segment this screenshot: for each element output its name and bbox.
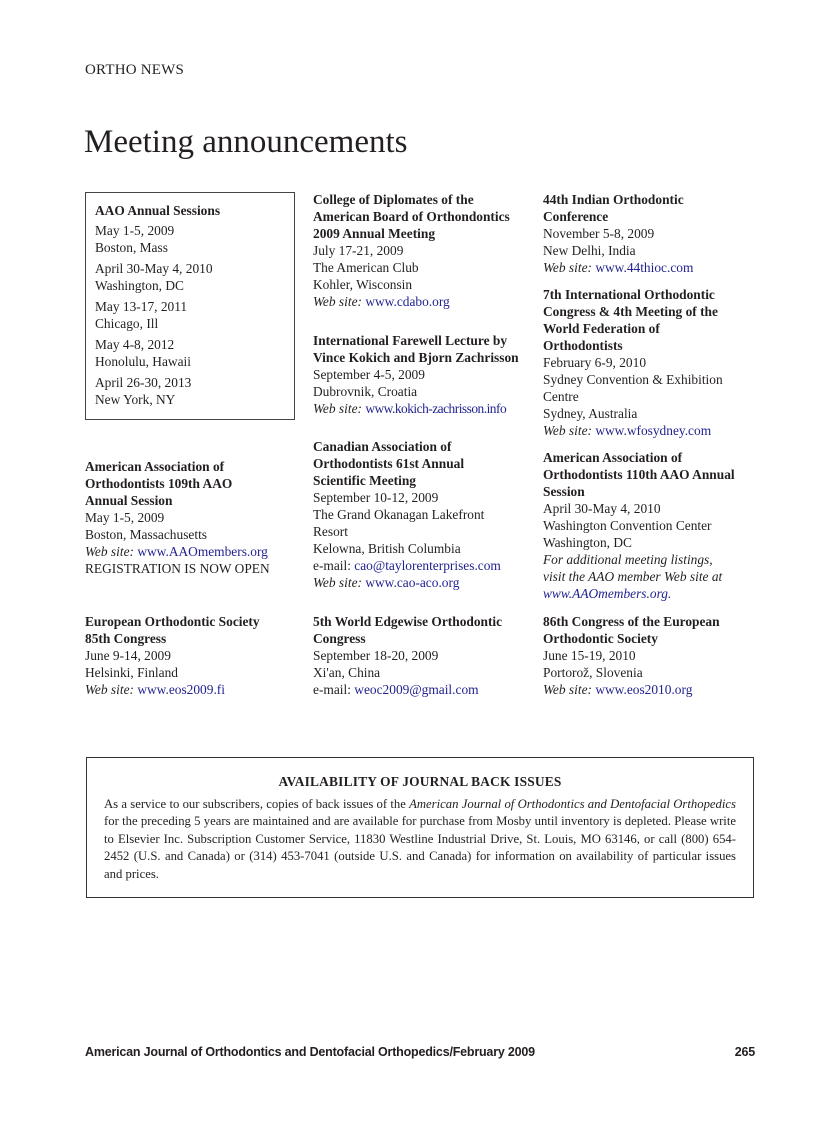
email-link[interactable]: weoc2009@gmail.com xyxy=(354,682,479,697)
meeting-title: World Federation of xyxy=(543,321,660,336)
meeting-location: Washington, DC xyxy=(543,535,632,550)
session-place: New York, NY xyxy=(95,392,176,407)
meeting-title: European Orthodontic Society xyxy=(85,614,260,629)
meeting-title: 85th Congress xyxy=(85,631,167,646)
meeting-dates: July 17-21, 2009 xyxy=(313,243,404,258)
session xyxy=(95,336,294,370)
registration-notice: REGISTRATION IS NOW OPEN xyxy=(85,561,270,576)
website-link[interactable]: www.44thioc.com xyxy=(595,260,694,275)
meeting-venue: The American Club xyxy=(313,260,419,275)
meeting-location: Portorož, Slovenia xyxy=(543,665,643,680)
notice-text-part: for the preceding 5 years are maintained and are available for purchase from Mosby until inventory is depleted. Please write to Elsevier Inc. Subscription Customer Service, 11830 Westline Industrial Drive, St. Louis, MO 63146, or call (800) 654-2452 (U.S. and Canada) or (314) 453-7041 (outside U.S. and Canada) for information on availability of particular issues and prices. xyxy=(104,814,736,881)
meeting-venue: Resort xyxy=(313,524,348,539)
meeting-title: 5th World Edgewise Orthodontic xyxy=(313,614,503,629)
notice-title: AVAILABILITY OF JOURNAL BACK ISSUES xyxy=(278,774,562,789)
page-title: Meeting announcements xyxy=(84,124,408,160)
meeting-dates: September 18-20, 2009 xyxy=(313,648,439,663)
email-link[interactable]: cao@taylorenterprises.com xyxy=(354,558,501,573)
session-dates: May 1-5, 2009 xyxy=(95,223,175,238)
meeting-title: College of Diplomates of the xyxy=(313,192,474,207)
meeting-title: Canadian Association of xyxy=(313,439,452,454)
meeting-dates: June 9-14, 2009 xyxy=(85,648,171,663)
meeting-title: Scientific Meeting xyxy=(313,473,416,488)
session-dates: April 30-May 4, 2010 xyxy=(95,261,213,276)
meeting-entry xyxy=(313,438,538,591)
section-label: ORTHO NEWS xyxy=(85,62,185,78)
aao-members-link[interactable]: www.AAOmembers.org. xyxy=(543,586,672,601)
website-link[interactable]: www.eos2009.fi xyxy=(137,682,225,697)
session-place: Honolulu, Hawaii xyxy=(95,354,191,369)
back-issues-notice xyxy=(86,757,754,898)
web-label: Web site: xyxy=(313,575,362,590)
meeting-location: New Delhi, India xyxy=(543,243,636,258)
meeting-entry xyxy=(543,191,773,276)
meeting-title: Orthodontists xyxy=(543,338,623,353)
meeting-title: Orthodontists 61st Annual xyxy=(313,456,465,471)
web-label: Web site: xyxy=(85,544,134,559)
website-link[interactable]: www.kokich-zachrisson.info xyxy=(365,401,507,416)
meeting-location: Dubrovnik, Croatia xyxy=(313,384,418,399)
session xyxy=(95,260,294,294)
session xyxy=(95,374,294,408)
web-label: Web site: xyxy=(543,682,592,697)
box-title: AAO Annual Sessions xyxy=(95,203,221,218)
meeting-entry xyxy=(543,286,773,439)
meeting-dates: September 4-5, 2009 xyxy=(313,367,425,382)
meeting-location: Kohler, Wisconsin xyxy=(313,277,413,292)
footer-journal: American Journal of Orthodontics and Dentofacial Orthopedics/February 2009 xyxy=(85,1045,535,1059)
meeting-title: International Farewell Lecture by xyxy=(313,333,508,348)
email-label: e-mail: xyxy=(313,682,351,697)
meeting-title: Vince Kokich and Bjorn Zachrisson xyxy=(313,350,519,365)
meeting-title: American Association of xyxy=(543,450,683,465)
notice-text xyxy=(104,796,736,883)
website-link[interactable]: www.wfosydney.com xyxy=(595,423,712,438)
website-link[interactable]: www.cdabo.org xyxy=(365,294,450,309)
meeting-dates: April 30-May 4, 2010 xyxy=(543,501,661,516)
meeting-title: Orthodontic Society xyxy=(543,631,658,646)
meeting-entry xyxy=(85,613,310,698)
meeting-location: Sydney, Australia xyxy=(543,406,638,421)
session-place: Chicago, Ill xyxy=(95,316,159,331)
session-place: Boston, Mass xyxy=(95,240,168,255)
notice-text-part: As a service to our subscribers, copies of back issues of the xyxy=(104,797,410,811)
meeting-title: American Board of Orthondontics xyxy=(313,209,510,224)
meeting-location: Boston, Massachusetts xyxy=(85,527,207,542)
meeting-location: Helsinki, Finland xyxy=(85,665,178,680)
web-label: Web site: xyxy=(313,294,362,309)
meeting-title: Session xyxy=(543,484,585,499)
session-place: Washington, DC xyxy=(95,278,184,293)
meeting-title: 2009 Annual Meeting xyxy=(313,226,436,241)
session-dates: May 4-8, 2012 xyxy=(95,337,175,352)
meeting-location: Kelowna, British Columbia xyxy=(313,541,461,556)
meeting-venue: Washington Convention Center xyxy=(543,518,712,533)
meeting-title: 7th International Orthodontic xyxy=(543,287,715,302)
meeting-entry xyxy=(543,613,773,698)
meeting-entry xyxy=(543,449,773,602)
meeting-title: 86th Congress of the European xyxy=(543,614,720,629)
meeting-entry xyxy=(313,191,538,310)
meeting-entry xyxy=(313,613,538,698)
meeting-title: Congress xyxy=(313,631,366,646)
session xyxy=(95,222,294,256)
meeting-title: 44th Indian Orthodontic xyxy=(543,192,684,207)
email-label: e-mail: xyxy=(313,558,351,573)
web-label: Web site: xyxy=(543,423,592,438)
additional-listings-note: visit the AAO member Web site at xyxy=(543,569,723,584)
meeting-dates: September 10-12, 2009 xyxy=(313,490,439,505)
meeting-venue: Sydney Convention & Exhibition xyxy=(543,372,723,387)
meeting-title: Conference xyxy=(543,209,609,224)
website-link[interactable]: www.AAOmembers.org xyxy=(137,544,268,559)
meeting-dates: June 15-19, 2010 xyxy=(543,648,636,663)
session-dates: April 26-30, 2013 xyxy=(95,375,192,390)
meeting-title: Orthodontists 110th AAO Annual xyxy=(543,467,735,482)
additional-listings-note: For additional meeting listings, xyxy=(543,552,713,567)
meeting-title: Congress & 4th Meeting of the xyxy=(543,304,718,319)
page-number: 265 xyxy=(734,1045,755,1059)
page-footer xyxy=(85,1045,755,1059)
meeting-entry xyxy=(313,332,538,417)
meeting-entry xyxy=(85,458,310,577)
meeting-title: American Association of xyxy=(85,459,225,474)
web-label: Web site: xyxy=(85,682,134,697)
session xyxy=(95,298,294,332)
meeting-venue: Centre xyxy=(543,389,579,404)
journal-name: American Journal of Orthodontics and Dentofacial Orthopedics xyxy=(409,797,736,811)
meeting-dates: February 6-9, 2010 xyxy=(543,355,647,370)
meeting-dates: November 5-8, 2009 xyxy=(543,226,655,241)
web-label: Web site: xyxy=(543,260,592,275)
website-link[interactable]: www.cao-aco.org xyxy=(365,575,460,590)
aao-annual-sessions-box xyxy=(85,192,295,420)
meeting-title: Orthodontists 109th AAO xyxy=(85,476,233,491)
session-dates: May 13-17, 2011 xyxy=(95,299,188,314)
meeting-dates: May 1-5, 2009 xyxy=(85,510,165,525)
web-label: Web site: xyxy=(313,401,362,416)
meeting-location: Xi'an, China xyxy=(313,665,381,680)
meeting-venue: The Grand Okanagan Lakefront xyxy=(313,507,485,522)
website-link[interactable]: www.eos2010.org xyxy=(595,682,693,697)
meeting-title: Annual Session xyxy=(85,493,173,508)
